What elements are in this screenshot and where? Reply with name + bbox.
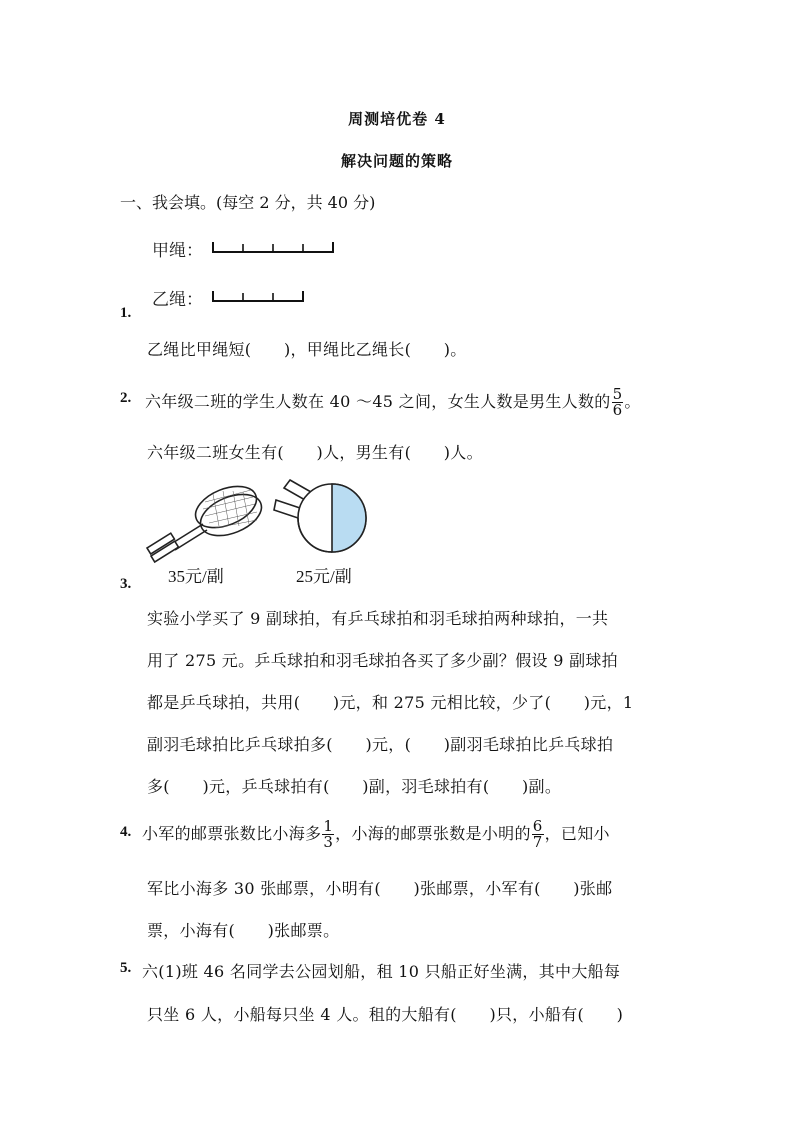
question-number-5: 5.	[120, 960, 132, 976]
q3-line-5: 多( )元，乒乓球拍有( )副，羽毛球拍有( )副。	[147, 777, 562, 796]
badminton-price: 35元/副	[168, 567, 224, 586]
q4-line-1-text-b: ，小海的邮票张数是小明的	[335, 824, 531, 843]
question-number-3: 3.	[120, 576, 132, 592]
q3-line-2: 用了 275 元。乒乓球拍和羽毛球拍各买了多少副？假设 9 副球拍	[147, 651, 618, 670]
rope-b-figure	[210, 289, 310, 305]
question-number-2: 2.	[120, 390, 132, 406]
q4-line-1-text-c: ，已知小	[544, 824, 610, 843]
q5-line-1: 六(1)班 46 名同学去公园划船，租 10 只船正好坐满，其中大船每	[142, 962, 621, 981]
rope-a-figure	[210, 240, 340, 256]
q4-line-1-text-a: 小军的邮票张数比小海多	[142, 824, 322, 843]
fraction-denominator: 3	[323, 833, 334, 851]
q2-line-1-end: 。	[624, 392, 641, 411]
fraction-five-sixths	[612, 387, 624, 418]
pingpong-paddle-icon	[268, 470, 372, 556]
page-title: 周测培优卷 4	[348, 110, 446, 128]
question-number-4: 4.	[120, 824, 132, 840]
q4-line-2: 军比小海多 30 张邮票，小明有( )张邮票，小军有( )张邮	[147, 879, 613, 898]
q3-line-4: 副羽毛球拍比乒乓球拍多( )元，( )副羽毛球拍比乒乓球拍	[147, 735, 614, 754]
fraction-six-sevenths	[532, 819, 544, 850]
q2-line-1-text: 六年级二班的学生人数在 40 ～45 之间，女生人数是男生人数的	[145, 392, 611, 411]
q5-line-2: 只坐 6 人，小船每只坐 4 人。租的大船有( )只，小船有( )	[147, 1005, 624, 1024]
fraction-one-third	[322, 819, 334, 850]
fraction-numerator: 5	[612, 385, 623, 403]
q1-text: 乙绳比甲绳短( )，甲绳比乙绳长( )。	[147, 340, 467, 359]
rope-a-label: 甲绳：	[152, 241, 203, 261]
q4-line-1	[142, 810, 610, 858]
question-number-1: 1.	[120, 305, 132, 321]
q3-line-3: 都是乒乓球拍，共用( )元，和 275 元相比较，少了( )元，1	[147, 693, 634, 712]
q3-line-1: 实验小学买了 9 副球拍，有乒乓球拍和羽毛球拍两种球拍，一共	[147, 609, 609, 628]
fraction-numerator: 6	[532, 817, 543, 835]
rope-b-label: 乙绳：	[152, 290, 203, 310]
fraction-denominator: 7	[532, 833, 543, 851]
pingpong-price: 25元/副	[296, 567, 352, 586]
q2-line-2: 六年级二班女生有( )人，男生有( )人。	[147, 443, 483, 462]
fraction-numerator: 1	[323, 817, 334, 835]
section-heading: 一、我会填。(每空 2 分，共 40 分)	[120, 193, 376, 212]
badminton-racket-icon	[143, 482, 263, 564]
fraction-denominator: 6	[612, 401, 623, 419]
q2-line-1	[145, 378, 641, 426]
q4-line-3: 票，小海有( )张邮票。	[147, 921, 340, 940]
page-subtitle: 解决问题的策略	[340, 152, 453, 170]
